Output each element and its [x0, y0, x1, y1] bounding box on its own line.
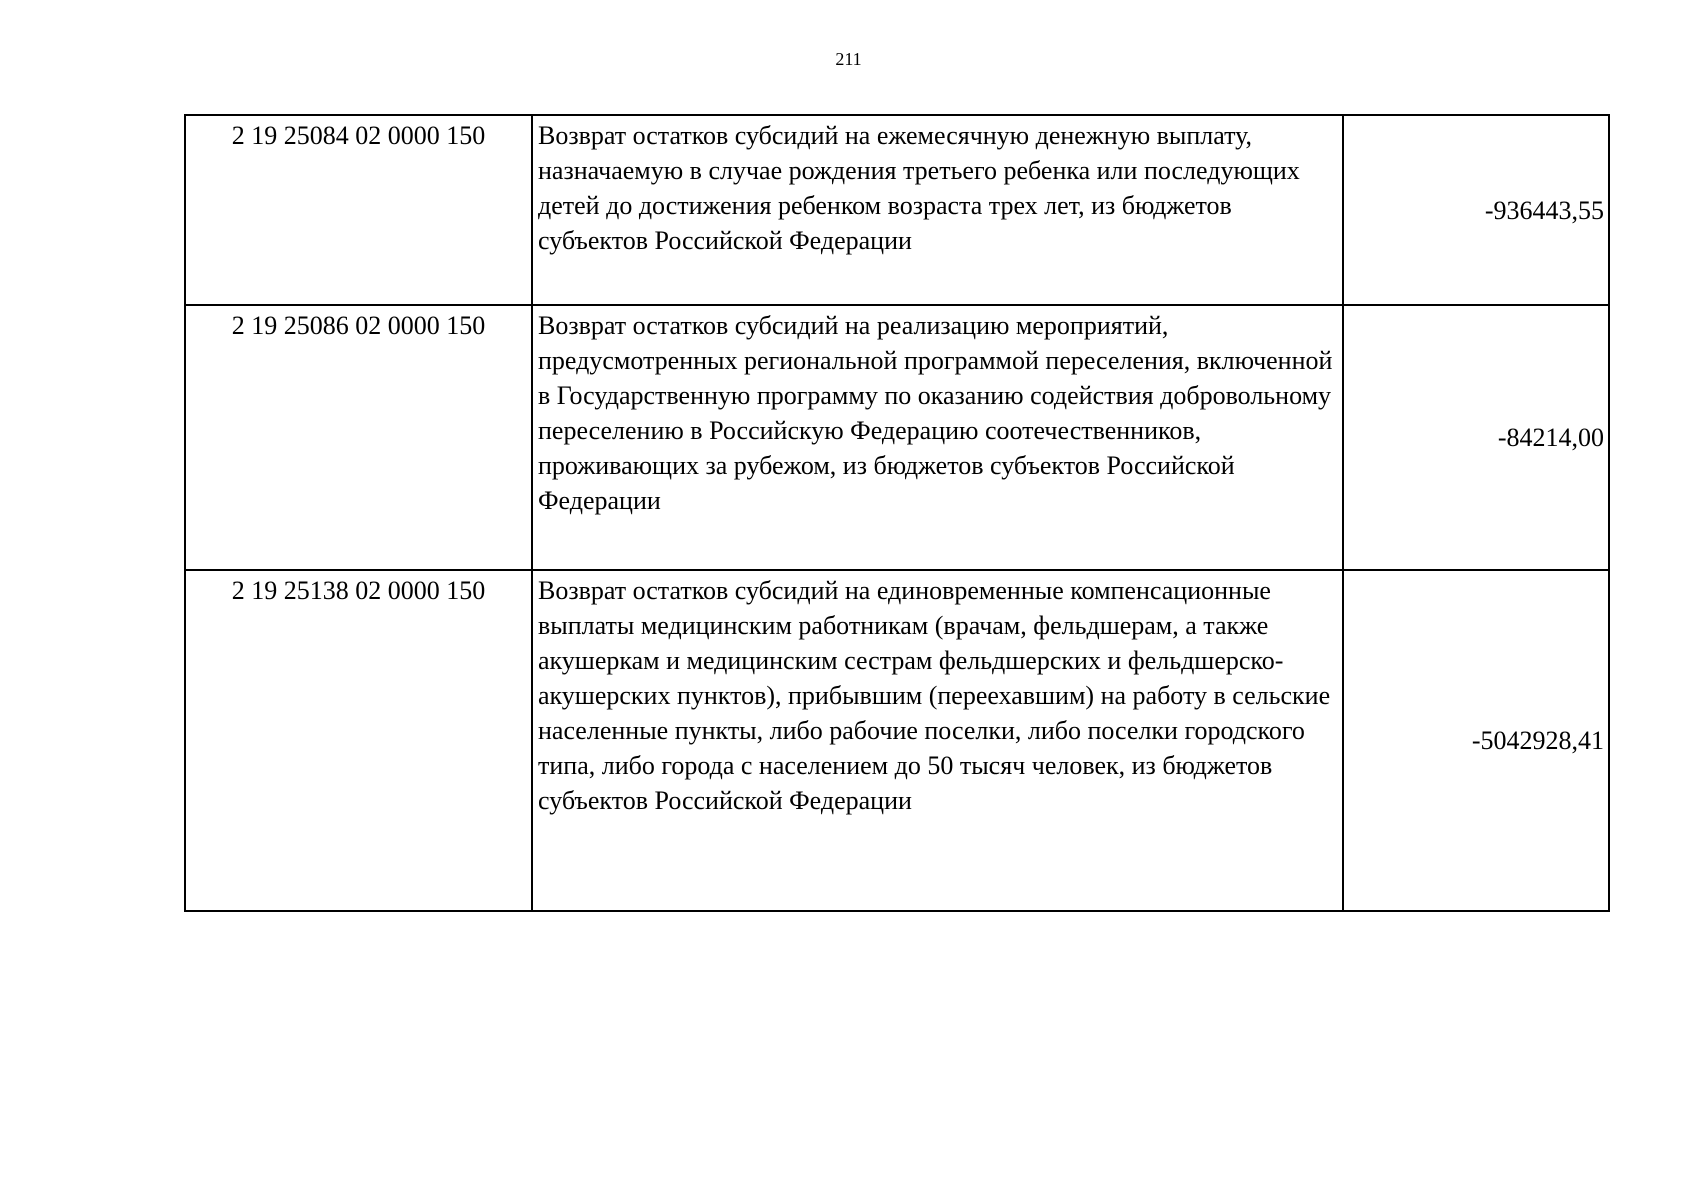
budget-code-cell: 2 19 25138 02 0000 150	[185, 570, 532, 911]
description-cell: Возврат остатков субсидий на реализацию мероприятий, предусмотренных региональной программой переселения, включенной в Государственную программу по оказанию содействия добровольному переселению в Российскую Федерацию соотечественников, проживающих за рубежом, из бюджетов субъектов Российской Федерации	[532, 305, 1343, 570]
description-cell: Возврат остатков субсидий на ежемесячную денежную выплату, назначаемую в случае рождения третьего ребенка или последующих детей до достижения ребенком возраста трех лет, из бюджетов субъектов Российской Федерации	[532, 115, 1343, 305]
page-number: 211	[835, 49, 862, 69]
amount-cell: -936443,55	[1343, 115, 1609, 305]
table-row	[185, 570, 1609, 911]
amount-cell: -84214,00	[1343, 305, 1609, 570]
table-row	[185, 305, 1609, 570]
table-row	[185, 115, 1609, 305]
budget-code-cell: 2 19 25086 02 0000 150	[185, 305, 532, 570]
budget-code-cell: 2 19 25084 02 0000 150	[185, 115, 532, 305]
budget-table	[184, 114, 1610, 912]
description-cell: Возврат остатков субсидий на единовременные компенсационные выплаты медицинским работникам (врачам, фельдшерам, а также акушеркам и медицинским сестрам фельдшерских и фельдшерско-акушерских пунктов), прибывшим (переехавшим) на работу в сельские населенные пункты, либо рабочие поселки, либо поселки городского типа, либо города с населением до 50 тысяч человек, из бюджетов субъектов Российской Федерации	[532, 570, 1343, 911]
amount-cell: -5042928,41	[1343, 570, 1609, 911]
